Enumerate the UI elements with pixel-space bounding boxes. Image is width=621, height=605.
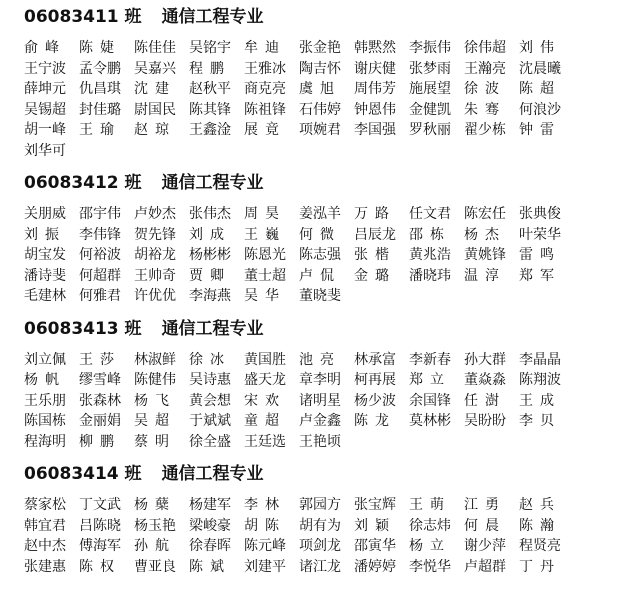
student-name: 王帅奇 [134, 267, 176, 284]
student-name: 陈翔波 [519, 372, 561, 388]
student-name: 李新春 [409, 351, 451, 368]
name-row [24, 79, 614, 100]
name-row [24, 100, 614, 121]
student-name: 张典俊 [519, 206, 561, 222]
student-name: 毛建林 [24, 288, 66, 304]
student-name: 卢超群 [464, 558, 506, 575]
student-name: 李贝 [519, 413, 561, 429]
student-name: 陈宏任 [464, 206, 506, 222]
student-name: 雷鸣 [519, 247, 561, 263]
class-heading [24, 6, 614, 28]
student-name: 潘婷婷 [354, 558, 396, 575]
class-section [24, 318, 614, 464]
student-name: 潘诗斐 [24, 267, 66, 284]
class-heading [24, 318, 614, 340]
student-name: 商克亮 [244, 81, 286, 97]
student-name: 翟少栋 [464, 122, 506, 138]
name-row [24, 204, 614, 225]
student-name: 柯再展 [354, 372, 396, 388]
student-name: 周伟芳 [354, 81, 396, 97]
student-name: 于斌斌 [189, 413, 231, 429]
student-name: 卢金鑫 [299, 413, 341, 429]
name-row [24, 516, 614, 537]
student-name: 王莎 [79, 351, 121, 368]
student-name: 吴锡超 [24, 101, 66, 118]
student-name: 林承富 [354, 351, 396, 368]
student-name: 沈建 [134, 81, 176, 97]
student-name: 王成 [519, 392, 561, 409]
student-name: 王雅冰 [244, 60, 286, 77]
student-name-list [24, 204, 614, 307]
student-name: 展竟 [244, 122, 286, 138]
student-name: 胡有为 [299, 517, 341, 534]
student-name: 郑立 [409, 372, 451, 388]
student-name: 陈瀚 [519, 517, 561, 534]
student-name: 卢侃 [299, 267, 341, 284]
student-name: 陈婕 [79, 40, 121, 56]
name-row [24, 120, 614, 141]
student-name: 卢妙杰 [134, 206, 176, 222]
student-name: 徐志炜 [409, 517, 451, 534]
student-name: 董晓斐 [299, 288, 341, 304]
student-name: 赵秋平 [189, 81, 231, 97]
student-name: 罗秋丽 [409, 122, 451, 138]
student-name: 任文君 [409, 206, 451, 222]
student-name: 韩黙然 [354, 40, 396, 56]
student-name: 杨建军 [189, 497, 231, 513]
student-name: 项剑龙 [299, 538, 341, 554]
major-name: 通信工程专业 [161, 464, 264, 484]
student-name: 贾卿 [189, 267, 231, 284]
student-name: 缪雪峰 [79, 372, 121, 388]
student-name: 何雅君 [79, 288, 121, 304]
name-row [24, 495, 614, 516]
section-spacer [24, 307, 614, 318]
student-name: 王鑫淦 [189, 122, 231, 138]
student-name: 杨彬彬 [189, 247, 231, 263]
student-name: 蔡明 [134, 433, 176, 450]
name-row [24, 391, 614, 412]
student-name: 谢少萍 [464, 538, 506, 554]
name-row [24, 141, 614, 162]
student-name: 李晶晶 [519, 351, 561, 368]
student-name: 李悦华 [409, 558, 451, 575]
name-row [24, 432, 614, 453]
student-name: 张梦雨 [409, 60, 451, 77]
class-section [24, 463, 614, 577]
student-name: 王萌 [409, 497, 451, 513]
student-name: 万路 [354, 206, 396, 222]
major-name: 通信工程专业 [161, 7, 264, 27]
student-name: 江勇 [464, 497, 506, 513]
student-name: 张伟杰 [189, 206, 231, 222]
student-name: 尉国民 [134, 101, 176, 118]
student-name: 徐冰 [189, 351, 231, 368]
student-name: 陈佳佳 [134, 40, 176, 56]
student-name: 朱骞 [464, 101, 506, 118]
student-name: 吴诗惠 [189, 372, 231, 388]
student-name: 张楷 [354, 247, 396, 263]
major-name: 通信工程专业 [161, 173, 264, 193]
student-name: 郭园方 [299, 497, 341, 513]
student-name: 杨蘖 [134, 497, 176, 513]
student-name: 温淳 [464, 267, 506, 284]
student-name: 陈权 [79, 558, 121, 575]
student-name: 徐全盛 [189, 433, 231, 450]
student-name-list [24, 350, 614, 453]
student-name: 王廷选 [244, 433, 286, 450]
student-name: 郑军 [519, 267, 561, 284]
student-name: 徐波 [464, 81, 506, 97]
student-name: 刘建平 [244, 558, 286, 575]
class-number: 06083411 班 [24, 7, 142, 27]
class-roster-document [24, 6, 614, 577]
student-name: 陈国栋 [24, 413, 66, 429]
student-name: 李国强 [354, 122, 396, 138]
student-name: 何裕波 [79, 247, 121, 263]
student-name: 邵宇伟 [79, 206, 121, 222]
student-name: 傅海军 [79, 538, 121, 554]
student-name: 孙大群 [464, 351, 506, 368]
section-spacer [24, 161, 614, 172]
name-row [24, 411, 614, 432]
student-name: 王艳顷 [299, 433, 341, 450]
student-name: 关朋威 [24, 206, 66, 222]
student-name: 胡裕龙 [134, 247, 176, 263]
student-name: 杨帆 [24, 372, 66, 388]
student-name: 谢庆健 [354, 60, 396, 77]
student-name: 牟迪 [244, 40, 286, 56]
student-name: 黄国胜 [244, 351, 286, 368]
student-name: 虞旭 [299, 81, 341, 97]
student-name: 吕陈晓 [79, 517, 121, 534]
student-name: 邵栋 [409, 226, 451, 243]
student-name: 何微 [299, 226, 341, 243]
student-name: 姜泓羊 [299, 206, 341, 222]
student-name: 石伟婷 [299, 101, 341, 118]
student-name: 陶吉怀 [299, 60, 341, 77]
student-name: 薛坤元 [24, 81, 66, 97]
student-name: 吴华 [244, 288, 286, 304]
student-name: 杨玉艳 [134, 517, 176, 534]
student-name: 刘华可 [24, 142, 66, 159]
student-name: 韩宜君 [24, 517, 66, 534]
student-name: 叶荣华 [519, 226, 561, 243]
student-name: 钟雷 [519, 122, 561, 138]
class-number: 06083414 班 [24, 464, 142, 484]
section-spacer [24, 452, 614, 463]
student-name: 刘成 [189, 226, 231, 243]
name-row [24, 286, 614, 307]
student-name: 孙航 [134, 538, 176, 554]
class-number: 06083412 班 [24, 173, 142, 193]
student-name: 陈斌 [189, 558, 231, 575]
student-name: 刘颖 [354, 517, 396, 534]
student-name-list [24, 38, 614, 161]
student-name: 赵中杰 [24, 538, 66, 554]
student-name: 童超 [244, 413, 286, 429]
student-name: 宋欢 [244, 392, 286, 409]
student-name: 林淑鲜 [134, 351, 176, 368]
class-section [24, 6, 614, 172]
class-heading [24, 172, 614, 194]
student-name: 金健凯 [409, 101, 451, 118]
student-name: 俞峰 [24, 40, 66, 56]
student-name: 仇昌琪 [79, 81, 121, 97]
student-name: 吴超 [134, 413, 176, 429]
student-name: 吴盼盼 [464, 413, 506, 429]
student-name: 封佳璐 [79, 101, 121, 118]
class-section [24, 172, 614, 318]
student-name: 陈其锋 [189, 101, 231, 118]
student-name: 王乐朋 [24, 392, 66, 409]
student-name: 何超群 [79, 267, 121, 284]
student-name: 曹亚良 [134, 558, 176, 575]
student-name: 李林 [244, 497, 286, 513]
student-name: 王巍 [244, 226, 286, 243]
student-name: 项婉君 [299, 122, 341, 138]
student-name: 杨杰 [464, 226, 506, 243]
student-name: 何晨 [464, 517, 506, 534]
student-name: 刘振 [24, 226, 66, 243]
student-name: 吴嘉兴 [134, 60, 176, 77]
student-name: 程鹏 [189, 60, 231, 77]
student-name: 王宁波 [24, 60, 66, 77]
student-name: 梁峻豪 [189, 517, 231, 534]
student-name: 董士超 [244, 267, 286, 284]
name-row [24, 536, 614, 557]
class-heading [24, 463, 614, 485]
student-name: 王瀚亮 [464, 60, 506, 77]
student-name: 施展望 [409, 81, 451, 97]
student-name: 陈健伟 [134, 372, 176, 388]
student-name: 莫林彬 [409, 413, 451, 429]
student-name: 赵琼 [134, 122, 176, 138]
student-name: 吕辰龙 [354, 226, 396, 243]
student-name: 王瑜 [79, 122, 121, 138]
name-row [24, 225, 614, 246]
student-name: 程贤亮 [519, 538, 561, 554]
student-name: 许优优 [134, 288, 176, 304]
student-name: 徐春晖 [189, 538, 231, 554]
student-name: 张金艳 [299, 40, 341, 56]
student-name: 丁丹 [519, 558, 561, 575]
student-name: 何浪沙 [519, 101, 561, 118]
student-name: 章李明 [299, 372, 341, 388]
student-name: 周昊 [244, 206, 286, 222]
student-name: 金璐 [354, 267, 396, 284]
student-name: 陈龙 [354, 413, 396, 429]
student-name: 任澍 [464, 392, 506, 409]
student-name: 陈祖锋 [244, 101, 286, 118]
student-name: 张森林 [79, 392, 121, 409]
student-name: 诸江龙 [299, 558, 341, 575]
student-name: 蔡家松 [24, 497, 66, 513]
student-name: 盛天龙 [244, 372, 286, 388]
name-row [24, 370, 614, 391]
student-name: 黄兆浩 [409, 247, 451, 263]
student-name: 邵寅华 [354, 538, 396, 554]
student-name: 池亮 [299, 351, 341, 368]
student-name: 黄姚锋 [464, 247, 506, 263]
name-row [24, 350, 614, 371]
student-name: 黄会想 [189, 392, 231, 409]
student-name: 丁文武 [79, 497, 121, 513]
student-name: 杨飞 [134, 392, 176, 409]
student-name: 徐伟超 [464, 40, 506, 56]
student-name: 陈元峰 [244, 538, 286, 554]
student-name: 李振伟 [409, 40, 451, 56]
student-name: 杨立 [409, 538, 451, 554]
name-row [24, 266, 614, 287]
major-name: 通信工程专业 [161, 318, 264, 339]
student-name: 胡陈 [244, 517, 286, 534]
student-name: 胡一峰 [24, 122, 66, 138]
student-name: 李伟锋 [79, 226, 121, 243]
student-name: 潘晓玮 [409, 267, 451, 284]
student-name-list [24, 495, 614, 577]
student-name: 孟令鹏 [79, 60, 121, 77]
student-name: 张宝辉 [354, 497, 396, 513]
student-name: 胡宝发 [24, 247, 66, 263]
student-name: 柳鹏 [79, 433, 121, 450]
class-number: 06083413 班 [24, 318, 142, 339]
name-row [24, 245, 614, 266]
student-name: 刘立佩 [24, 351, 66, 368]
name-row [24, 38, 614, 59]
student-name: 吴铭宇 [189, 40, 231, 56]
student-name: 钟恩伟 [354, 101, 396, 118]
student-name: 董焱淼 [464, 372, 506, 388]
student-name: 贺先锋 [134, 226, 176, 243]
student-name: 诸明星 [299, 392, 341, 409]
student-name: 陈恩光 [244, 247, 286, 263]
student-name: 陈志强 [299, 247, 341, 263]
student-name: 刘伟 [519, 40, 561, 56]
student-name: 杨少波 [354, 392, 396, 409]
student-name: 余国锋 [409, 392, 451, 409]
student-name: 张建惠 [24, 558, 66, 575]
student-name: 赵兵 [519, 497, 561, 513]
student-name: 李海燕 [189, 288, 231, 304]
student-name: 陈超 [519, 81, 561, 97]
student-name: 金丽娟 [79, 413, 121, 429]
name-row [24, 557, 614, 578]
student-name: 程海明 [24, 433, 66, 450]
student-name: 沈晨曦 [519, 60, 561, 77]
name-row [24, 59, 614, 80]
